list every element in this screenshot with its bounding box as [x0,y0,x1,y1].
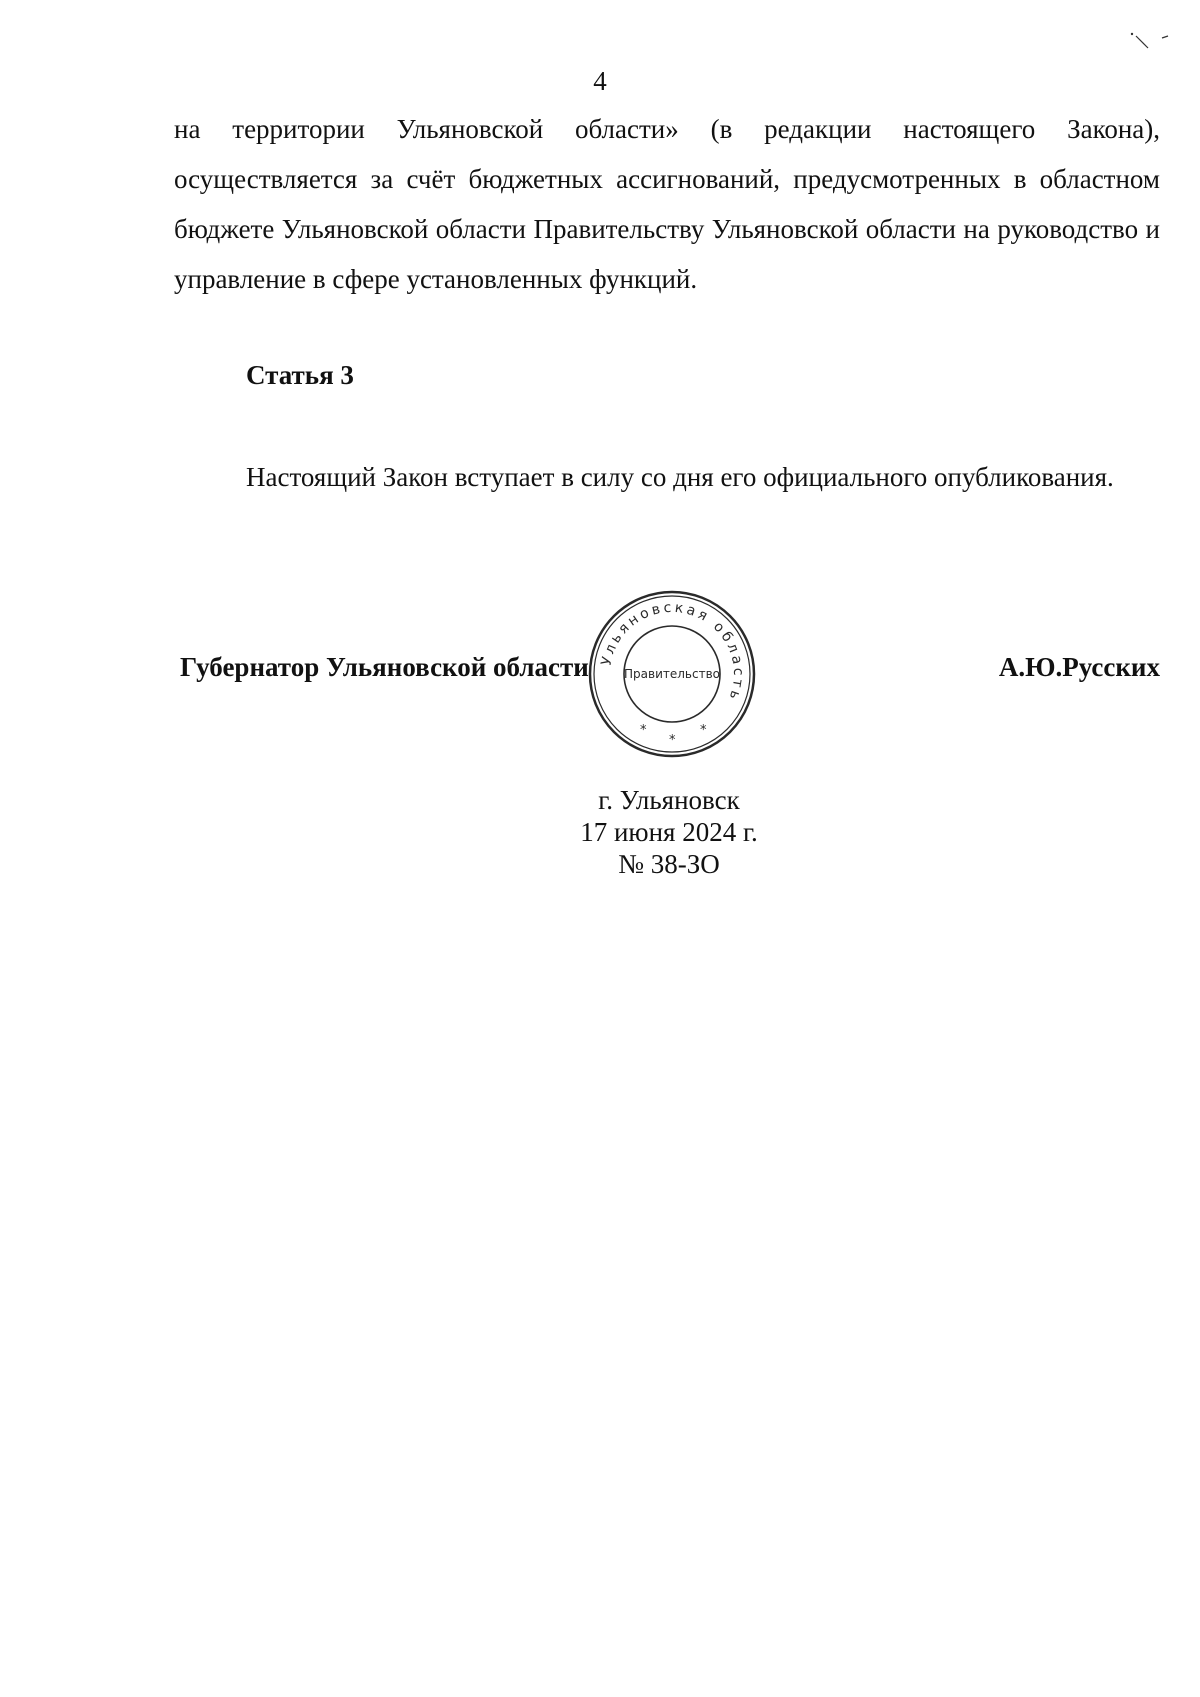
city: г. Ульяновск [598,785,740,815]
stamp-center-text: Правительство [624,667,720,681]
law-number: № 38-ЗО [618,849,720,879]
svg-text:*: * [700,723,707,738]
signing-date: 17 июня 2024 г. [580,817,758,847]
signatory-position: Губернатор Ульяновской области [180,652,589,682]
official-seal-stamp [586,588,758,760]
svg-text:*: * [669,733,676,748]
signatory-name: А.Ю.Русских [998,652,1160,682]
place-date-number-block [0,784,1200,880]
stamp-ring-text: Ульяновская область [598,599,747,705]
scan-speck-marks [1118,30,1178,60]
paragraph-funding: на территории Ульяновской области» (в редакции настоящего Закона), осуществляется за счёт бюджетных ассигнований, предусмотренных в областном бюджете Ульяновской области Правительству Ульяновской области на руководство и управление в сфере установленных функций. [174,114,1160,294]
article-heading: Статья 3 [246,360,354,390]
svg-text:*: * [640,723,647,738]
paragraph-entry-into-force: Настоящий Закон вступает в силу со дня его официального опубликования. [246,462,1114,492]
page-number: 4 [593,66,607,96]
